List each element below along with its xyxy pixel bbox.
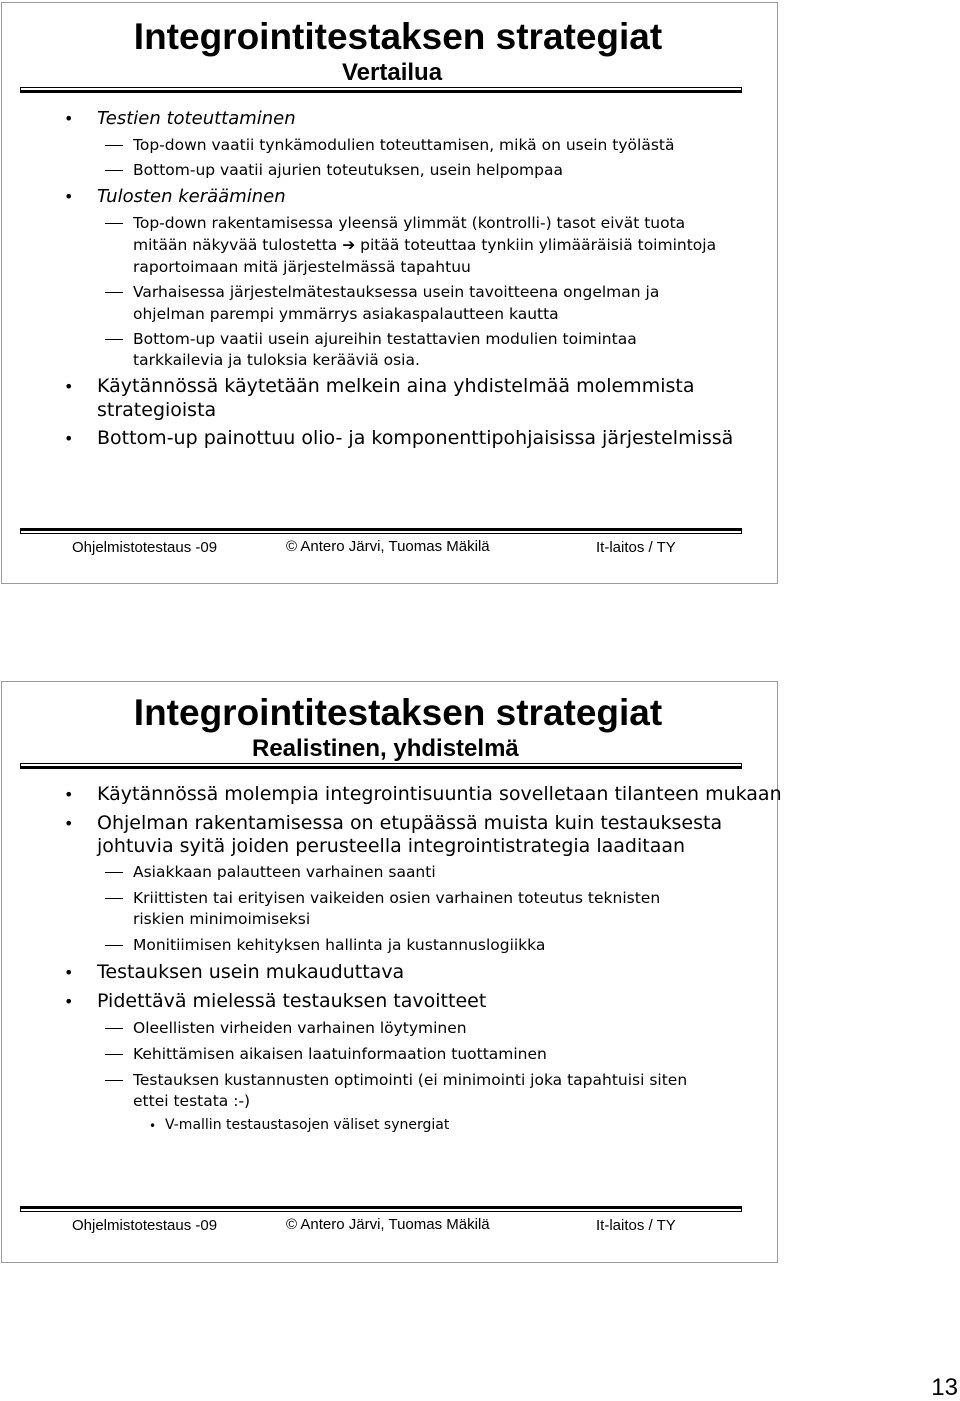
list-item: Oleellisten virheiden varhainen löytyminen: [133, 1019, 467, 1037]
list-item: Kehittämisen aikaisen laatuinformaation tuottaminen: [133, 1045, 547, 1063]
bullet-icon: •: [64, 429, 74, 448]
list-item: Monitiimisen kehityksen hallinta ja kustannuslogiikka: [133, 936, 546, 954]
dash-icon: [105, 292, 123, 293]
dash-icon: [105, 1054, 123, 1055]
list-item: strategioista: [97, 399, 217, 421]
list-item: Testauksen kustannusten optimointi (ei minimointi joka tapahtuisi siten: [133, 1071, 688, 1089]
slide-subtitle: Vertailua: [342, 59, 443, 86]
list-item: Top-down vaatii tynkämodulien toteuttamisen, mikä on usein työlästä: [133, 136, 675, 154]
list-item: riskien minimoimiseksi: [133, 910, 311, 928]
list-item: Pidettävä mielessä testauksen tavoitteet: [97, 990, 487, 1012]
list-item: ohjelman parempi ymmärrys asiakaspalautteen kautta: [133, 305, 559, 323]
dash-icon: [105, 872, 123, 873]
footer-course: Ohjelmistotestaus -09: [72, 1217, 218, 1234]
dash-icon: [105, 945, 123, 946]
dash-icon: [105, 339, 123, 340]
list-item: V-mallin testaustasojen väliset synergiat: [165, 1117, 450, 1133]
bullet-icon: •: [64, 785, 74, 804]
list-item: mitään näkyvää tulostetta ➔ pitää toteuttaa tynkiin ylimääräisiä toimintoja: [133, 236, 717, 254]
bullet-icon: •: [64, 814, 74, 833]
bullet-icon: •: [64, 377, 74, 396]
header-rule: [20, 87, 742, 93]
slide-title: Integrointitestaksen strategiat: [133, 692, 663, 733]
list-item: Testauksen usein mukauduttava: [97, 961, 405, 983]
list-item: Käytännössä käytetään melkein aina yhdistelmää molemmista: [97, 375, 695, 397]
list-item: Bottom-up vaatii ajurien toteutuksen, usein helpompaa: [133, 161, 563, 179]
dash-icon: [105, 1028, 123, 1029]
bullet-icon: •: [64, 109, 74, 128]
list-item: johtuvia syitä joiden perusteella integrointistrategia laaditaan: [97, 835, 686, 857]
dash-icon: [105, 223, 123, 224]
footer-dept: It-laitos / TY: [596, 539, 676, 556]
slide-subtitle: Realistinen, yhdistelmä: [252, 735, 519, 762]
dash-icon: [105, 1080, 123, 1081]
dash-icon: [105, 145, 123, 146]
list-item: ettei testata :-): [133, 1092, 251, 1110]
bullet-icon: •: [64, 963, 74, 982]
footer-rule: [20, 1206, 742, 1212]
slide-title: Integrointitestaksen strategiat: [133, 16, 663, 57]
list-item: Varhaisessa järjestelmätestauksessa usein tavoitteena ongelman ja: [133, 283, 660, 301]
list-item: Ohjelman rakentamisessa on etupäässä muista kuin testauksesta: [97, 812, 723, 834]
list-item: Testien toteuttaminen: [97, 108, 296, 129]
page-number: 13: [931, 1374, 958, 1401]
list-item: Kriittisten tai erityisen vaikeiden osien varhainen toteutus teknisten: [133, 889, 661, 907]
list-item: Bottom-up painottuu olio- ja komponenttipohjaisissa järjestelmissä: [97, 427, 734, 449]
list-item: tarkkailevia ja tuloksia kerääviä osia.: [133, 351, 420, 369]
list-item: Tulosten kerääminen: [97, 186, 286, 207]
footer-course: Ohjelmistotestaus -09: [72, 539, 218, 556]
list-item: raportoimaan mitä järjestelmässä tapahtuu: [133, 258, 471, 276]
bullet-icon: •: [149, 1119, 157, 1133]
dash-icon: [105, 898, 123, 899]
bullet-icon: •: [64, 992, 74, 1011]
header-rule: [20, 763, 742, 769]
bullet-icon: •: [64, 187, 74, 206]
slide-1: [1, 2, 778, 584]
footer-authors: © Antero Järvi, Tuomas Mäkilä: [286, 538, 490, 555]
footer-authors: © Antero Järvi, Tuomas Mäkilä: [286, 1216, 490, 1233]
footer-rule: [20, 528, 742, 534]
list-item: Asiakkaan palautteen varhainen saanti: [133, 863, 436, 881]
footer-dept: It-laitos / TY: [596, 1217, 676, 1234]
list-item: Top-down rakentamisessa yleensä ylimmät (kontrolli-) tasot eivät tuota: [133, 214, 686, 232]
dash-icon: [105, 170, 123, 171]
list-item: Bottom-up vaatii usein ajureihin testattavien modulien toimintaa: [133, 330, 637, 348]
slide-2: [1, 681, 782, 1263]
list-item: Käytännössä molempia integrointisuuntia sovelletaan tilanteen mukaan: [97, 783, 782, 805]
